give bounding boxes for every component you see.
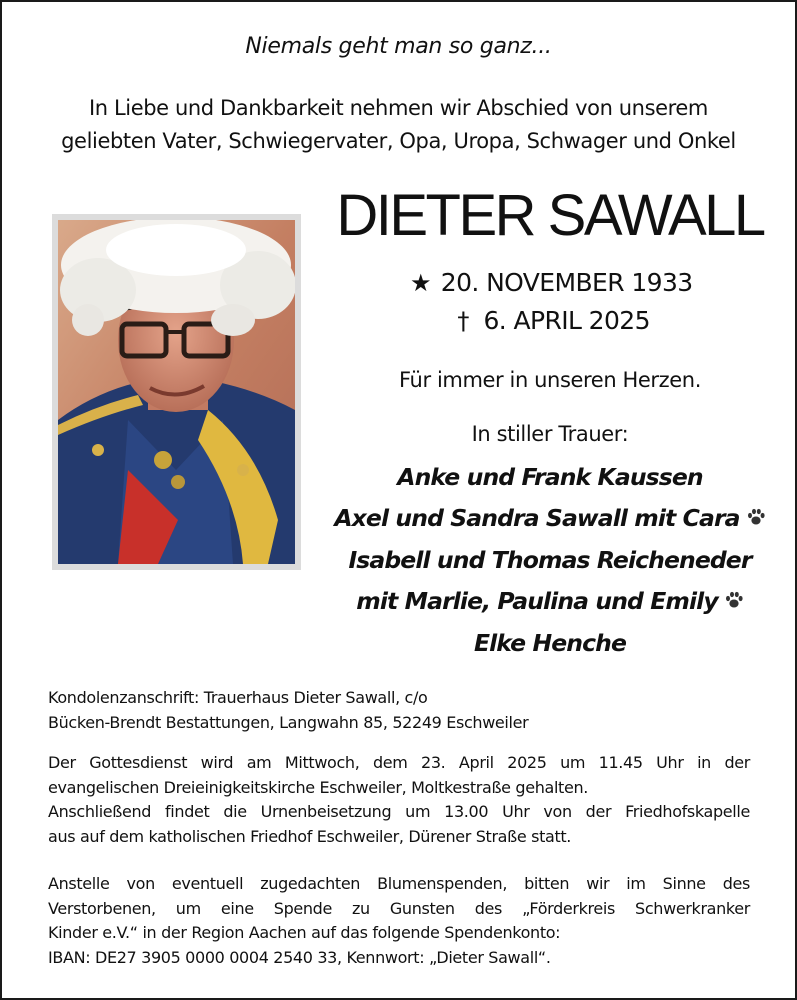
intro-line: geliebten Vater, Schwiegervater, Opa, Uropa, Schwager und Onkel bbox=[61, 129, 736, 153]
birth-star-icon: ★ bbox=[409, 269, 431, 297]
birth-row bbox=[302, 264, 797, 302]
death-row bbox=[302, 302, 797, 340]
service-line: Der Gottesdienst wird am Mittwoch, dem 23. April 2025 um 11.45 Uhr in der bbox=[48, 753, 750, 772]
mourner-name: Axel und Sandra Sawall mit Cara bbox=[334, 504, 740, 532]
intro-line: In Liebe und Dankbarkeit nehmen wir Abschied von unserem bbox=[89, 96, 708, 120]
mourner-name: Anke und Frank Kaussen bbox=[397, 463, 703, 491]
condolence-address bbox=[48, 686, 750, 735]
mourner-entry bbox=[302, 540, 797, 581]
mourner-name: Elke Henche bbox=[473, 629, 627, 657]
donation-info bbox=[48, 872, 750, 970]
life-dates bbox=[302, 264, 797, 340]
deceased-name: DIETER SAWALL bbox=[336, 183, 764, 248]
mourner-name: Isabell und Thomas Reicheneder bbox=[348, 546, 752, 574]
service-line: aus auf dem katholischen Friedhof Eschweiler, Dürener Straße statt. bbox=[48, 826, 572, 846]
donation-line: Verstorbenen, um eine Spende zu Gunsten des „Förderkreis Schwerkranker bbox=[48, 898, 750, 918]
paw-print-icon bbox=[746, 499, 766, 540]
service-line: Anschließend findet die Urnenbeisetzung um 13.00 Uhr von der Friedhofskapelle bbox=[48, 802, 750, 821]
mourners-list bbox=[302, 457, 797, 664]
death-date: 6. APRIL 2025 bbox=[483, 306, 650, 335]
portrait-photo bbox=[52, 214, 301, 570]
donation-line: Anstelle von eventuell zugedachten Blumenspenden, bitten wir im Sinne des bbox=[48, 874, 750, 893]
donation-line: Kinder e.V.“ in der Region Aachen auf das folgende Spendenkonto: bbox=[48, 923, 561, 942]
service-line: evangelischen Dreieinigkeitskirche Eschweiler, Moltkestraße gehalten. bbox=[48, 777, 588, 797]
portrait-image bbox=[58, 220, 295, 564]
birth-date: 20. NOVEMBER 1933 bbox=[440, 268, 693, 297]
mourner-name: mit Marlie, Paulina und Emily bbox=[356, 587, 718, 615]
remembrance-line: Für immer in unseren Herzen. bbox=[399, 368, 701, 392]
mourner-entry bbox=[302, 498, 797, 540]
condolence-line: Bücken-Brendt Bestattungen, Langwahn 85, 52249 Eschweiler bbox=[48, 712, 529, 732]
mourner-entry bbox=[302, 581, 797, 623]
intro-text bbox=[2, 92, 795, 158]
death-cross-icon: † bbox=[457, 307, 469, 335]
mourner-entry bbox=[302, 623, 797, 664]
condolence-line: Kondolenzanschrift: Trauerhaus Dieter Sawall, c/o bbox=[48, 688, 428, 707]
mourner-entry bbox=[302, 457, 797, 498]
donation-line: IBAN: DE27 3905 0000 0004 2540 33, Kennwort: „Dieter Sawall“. bbox=[48, 947, 551, 967]
service-info bbox=[48, 751, 750, 849]
motto: Niemals geht man so ganz... bbox=[245, 34, 552, 59]
paw-print-icon bbox=[724, 582, 744, 623]
mourning-label: In stiller Trauer: bbox=[471, 422, 629, 446]
